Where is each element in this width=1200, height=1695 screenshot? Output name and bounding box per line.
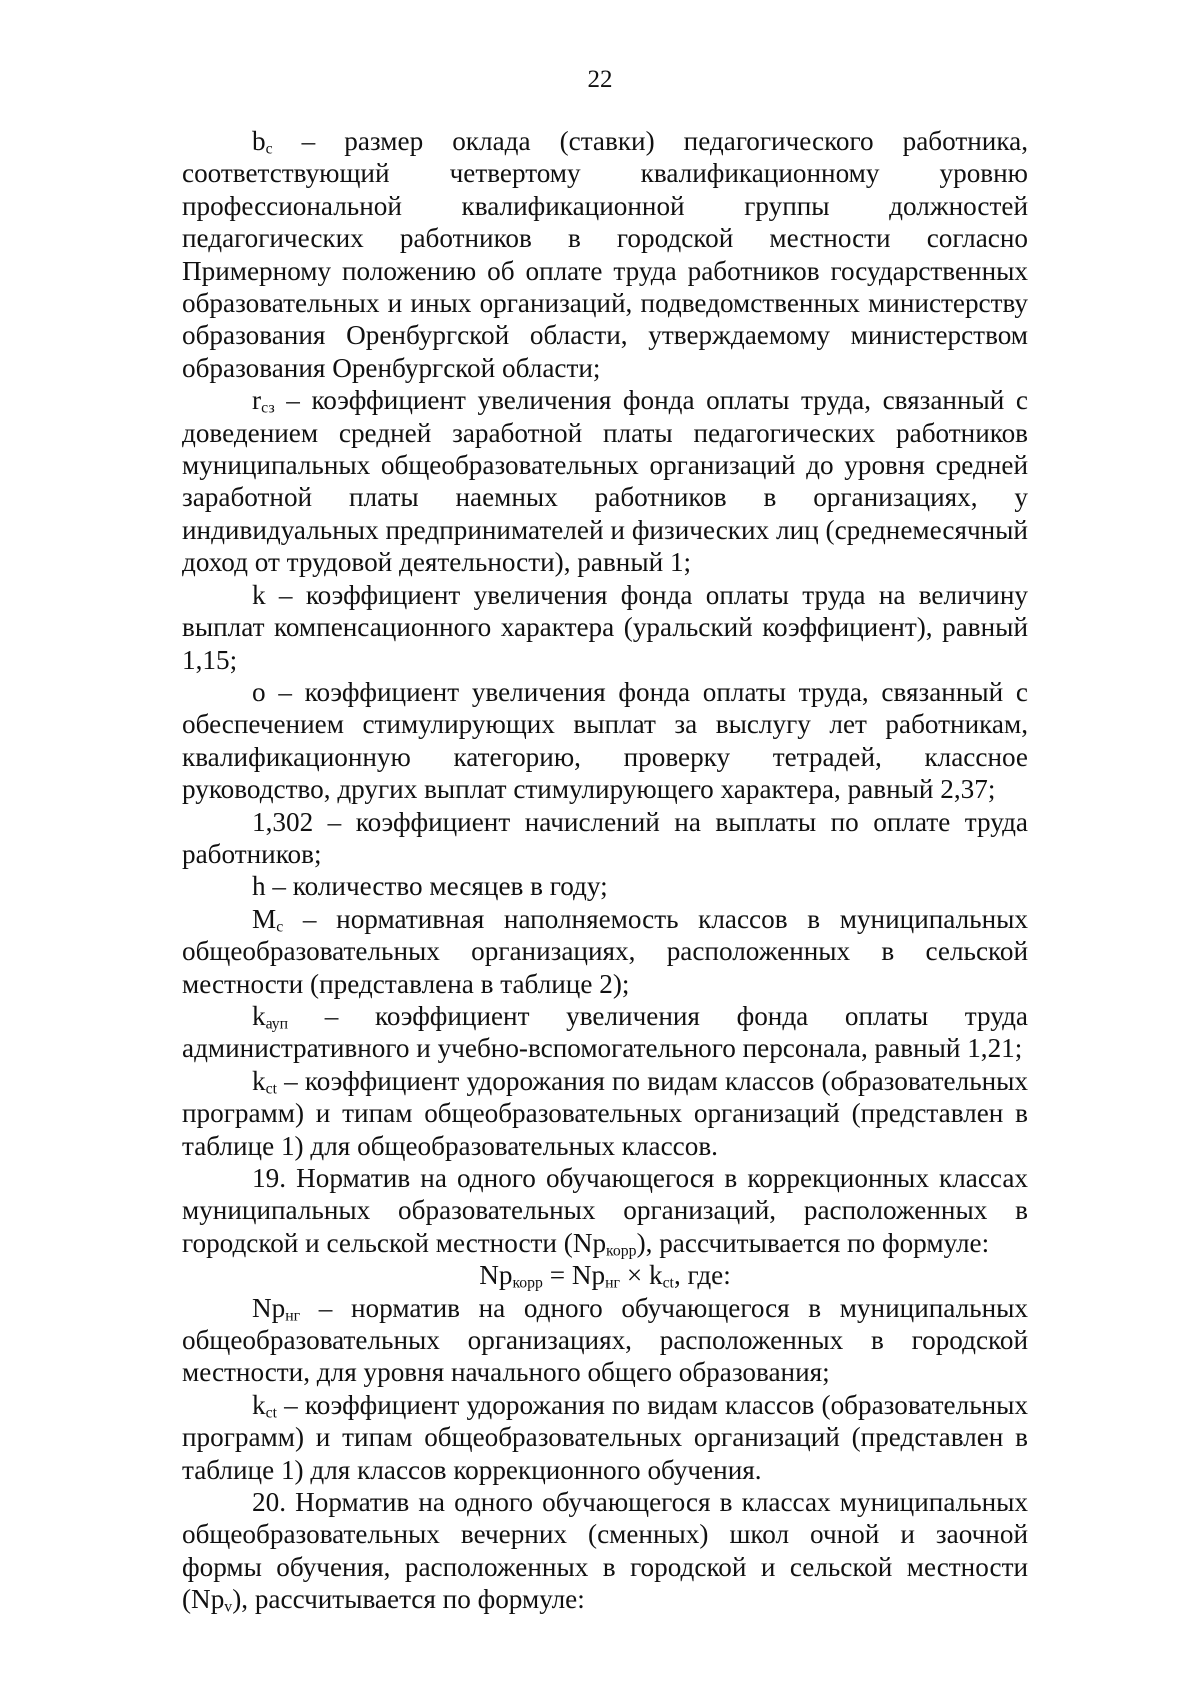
- paragraph-1302-definition: 1,302 – коэффициент начислений на выплаты по оплате труда работников;: [182, 806, 1028, 869]
- page-number: 22: [587, 66, 613, 93]
- symbol-npng: $Np_{нг}$: [252, 1292, 301, 1325]
- symbol-rsz: $r_{сз}$: [252, 385, 275, 417]
- paragraph-item-20: 20. Норматив на одного обучающегося в классах муниципальных общеобразовательных вечерних (сменных) школ очной и заочной формы обучения, расположенных в городской и сельской местности $(Np_v)$, рассчитывается по формуле:: [182, 1487, 1028, 1616]
- paragraph-kct-correction-definition: $k_{ct}$ – коэффициент удорожания по видам классов (образовательных программ) и типам общеобразовательных организаций (представлен в таблице 1) для классов коррекционного обучения.: [182, 1389, 1028, 1485]
- symbol-kct: $k_{ct}$: [252, 1065, 277, 1098]
- formula-np-korr: $Np_{корр} = Np_{нг} \times k_{ct}$, где:: [479, 1260, 731, 1292]
- paragraph-kct-general-definition: $k_{ct}$ – коэффициент удорожания по видам классов (образовательных программ) и типам общеобразовательных организаций (представлен в таблице 1) для общеобразовательных классов.: [182, 1065, 1028, 1161]
- paragraph-h-definition: h – количество месяцев в году;: [252, 871, 608, 902]
- paragraph-npng-definition: $Np_{нг}$ – норматив на одного обучающегося в муниципальных общеобразовательных организациях, расположенных в городской местности, для уровня начального общего образования;: [182, 1292, 1028, 1388]
- symbol-bc: $b_c$: [252, 126, 273, 158]
- symbol-mc: $М_с$: [252, 903, 284, 936]
- paragraph-k-definition: k – коэффициент увеличения фонда оплаты труда на величину выплат компенсационного характера (уральский коэффициент), равный 1,15;: [182, 579, 1028, 675]
- symbol-kct: $k_{ct}$: [252, 1389, 277, 1422]
- paragraph-bc-definition: $b_c$ – размер оклада (ставки) педагогического работника, соответствующий четвертому квалификационному уровню профессиональной квалификационной группы должностей педагогических работников в городской местности согласно Примерному положению об оплате труда работников государственных образовательных и иных организаций, подведомственных министерству образования Оренбургской области, утверждаемому министерством образования Оренбургской области;: [182, 126, 1028, 383]
- paragraph-mc-definition: $М_с$ – нормативная наполняемость классов в муниципальных общеобразовательных организациях, расположенных в сельской местности (представлена в таблице 2);: [182, 903, 1028, 999]
- document-body: [182, 125, 1028, 1616]
- symbol-kaup: $k_{ауп}$: [252, 1000, 289, 1033]
- paragraph-o-definition: о – коэффициент увеличения фонда оплаты труда, связанный с обеспечением стимулирующих выплат за выслугу лет работникам, квалификационную категорию, проверку тетрадей, классное руководство, других выплат стимулирующего характера, равный 2,37;: [182, 676, 1028, 805]
- paragraph-kaup-definition: $k_{ауп}$ – коэффициент увеличения фонда оплаты труда административного и учебно-вспомогательного персонала, равный 1,21;: [182, 1000, 1028, 1064]
- paragraph-rsz-definition: $r_{сз}$ – коэффициент увеличения фонда оплаты труда, связанный с доведением средней заработной платы педагогических работников муниципальных общеобразовательных организаций до уровня средней заработной платы наемных работников в организациях, у индивидуальных предпринимателей и физических лиц (среднемесячный доход от трудовой деятельности), равный 1;: [182, 385, 1028, 578]
- paragraph-item-19: 19. Норматив на одного обучающегося в коррекционных классах муниципальных образовательных организаций, расположенных в городской и сельской местности $(Np_{корр})$, рассчитывается по формуле:: [182, 1163, 1028, 1260]
